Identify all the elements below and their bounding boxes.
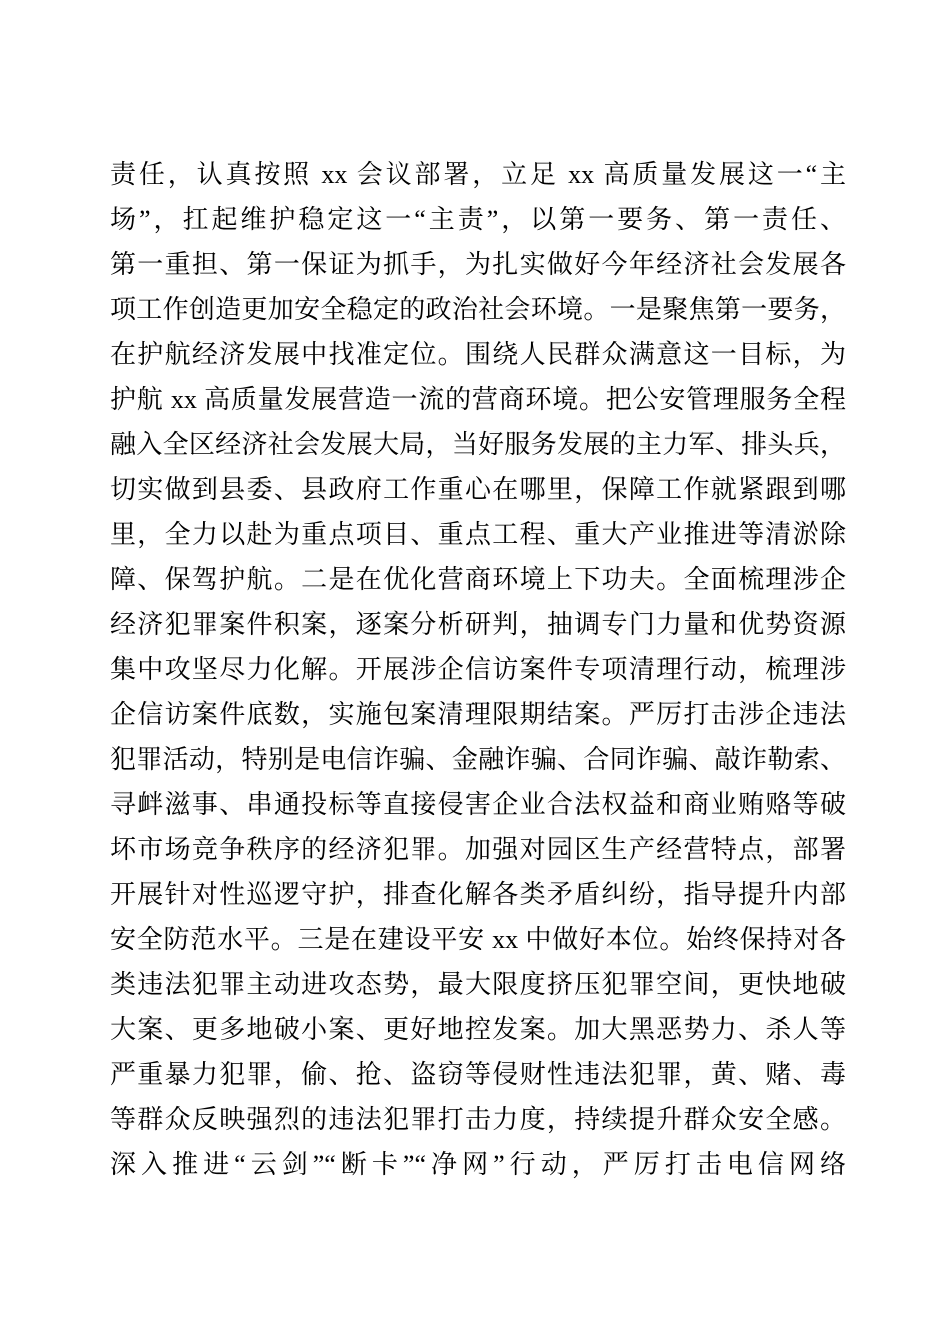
text-line: 融入全区经济社会发展大局，当好服务发展的主力军、排头兵， (110, 430, 846, 459)
text-line: 等群众反映强烈的违法犯罪打击力度，持续提升群众安全感。 (110, 1105, 846, 1134)
text-line: 第一重担、第一保证为抓手，为扎实做好今年经济社会发展各 (110, 250, 846, 279)
text-line: 大案、更多地破小案、更好地控发案。加大黑恶势力、杀人等 (110, 1015, 846, 1044)
text-line: 切实做到县委、县政府工作重心在哪里，保障工作就紧跟到哪 (110, 475, 846, 504)
text-line: 经济犯罪案件积案，逐案分析研判，抽调专门力量和优势资源 (110, 610, 846, 639)
text-line: 里，全力以赴为重点项目、重点工程、重大产业推进等清淤除 (110, 520, 846, 549)
text-line: 严重暴力犯罪，偷、抢、盗窃等侵财性违法犯罪，黄、赌、毒 (110, 1060, 846, 1089)
text-line: 类违法犯罪主动进攻态势，最大限度挤压犯罪空间，更快地破 (110, 970, 846, 999)
text-line: 集中攻坚尽力化解。开展涉企信访案件专项清理行动，梳理涉 (110, 655, 846, 684)
text-line: 场”，扛起维护稳定这一“主责”，以第一要务、第一责任、 (110, 205, 846, 234)
text-line: 寻衅滋事、串通投标等直接侵害企业合法权益和商业贿赂等破 (110, 790, 846, 819)
text-line: 安全防范水平。三是在建设平安 xx 中做好本位。始终保持对各 (110, 925, 846, 954)
body-text (110, 152, 846, 1187)
text-line: 在护航经济发展中找准定位。围绕人民群众满意这一目标，为 (110, 340, 846, 369)
text-line: 项工作创造更加安全稳定的政治社会环境。一是聚焦第一要务， (110, 295, 846, 324)
text-line: 深入推进“云剑”“断卡”“净网”行动，严厉打击电信网络 (110, 1150, 846, 1179)
text-line: 责任，认真按照 xx 会议部署，立足 xx 高质量发展这一“主 (110, 160, 846, 189)
text-line: 犯罪活动，特别是电信诈骗、金融诈骗、合同诈骗、敲诈勒索、 (110, 745, 846, 774)
text-line: 护航 xx 高质量发展营造一流的营商环境。把公安管理服务全程 (110, 385, 846, 414)
text-line: 企信访案件底数，实施包案清理限期结案。严厉打击涉企违法 (110, 700, 846, 729)
text-line: 坏市场竞争秩序的经济犯罪。加强对园区生产经营特点，部署 (110, 835, 846, 864)
text-line: 开展针对性巡逻守护，排查化解各类矛盾纠纷，指导提升内部 (110, 880, 846, 909)
text-line: 障、保驾护航。二是在优化营商环境上下功夫。全面梳理涉企 (110, 565, 846, 594)
